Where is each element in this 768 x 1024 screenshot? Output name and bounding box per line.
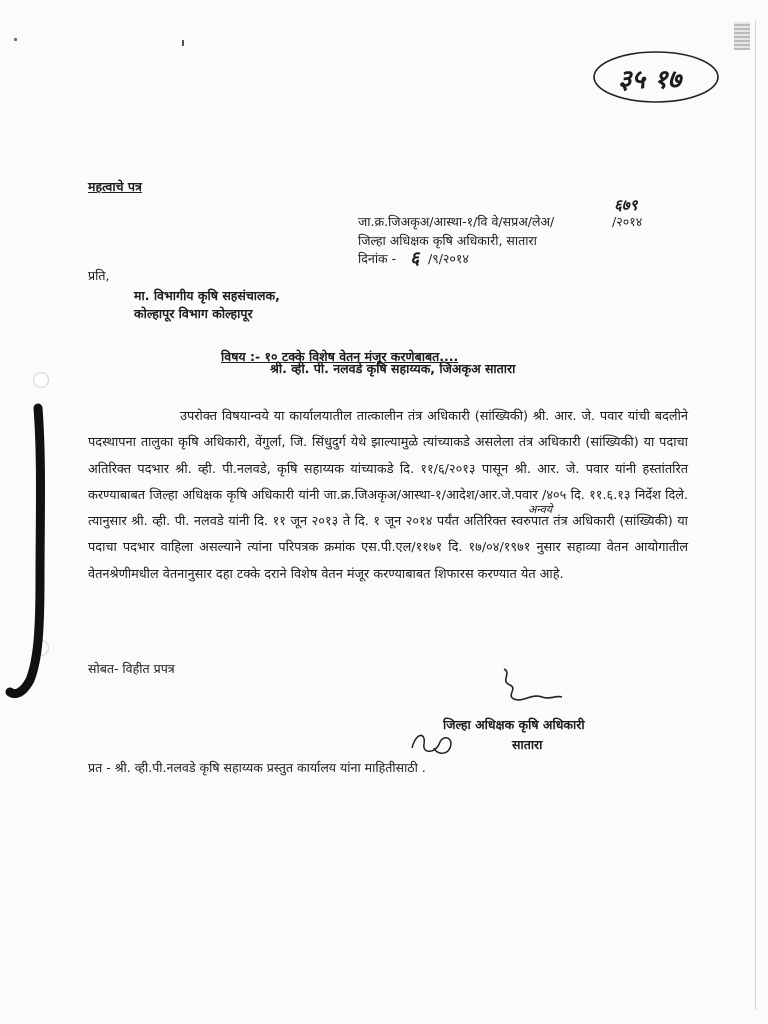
initials-scribble (406, 728, 466, 758)
copy-to-line: प्रत - श्री. व्ही.पी.नलवडे कृषि सहाय्यक प्रस्तुत कार्यालय यांना माहितीसाठी . (88, 760, 426, 775)
date-rest: /९/२०१४ (428, 251, 469, 266)
reference-year: /२०१४ (612, 214, 643, 229)
subject-line-2: श्री. व्ही. पी. नलवडे कृषि सहाय्यक, जिअकृअ सातारा (270, 361, 516, 376)
binding-thread (0, 400, 60, 720)
enclosure-note: सोबत- विहीत प्रपत्र (88, 661, 175, 676)
addressee-line-1: मा. विभागीय कृषि सहसंचालक, (134, 288, 280, 303)
prati-label: प्रति, (88, 268, 110, 283)
stamp-number: ३५ १७ (618, 65, 682, 95)
addressee-line-2: कोल्हापूर विभाग कोल्हापूर (134, 306, 253, 321)
signatory-place: सातारा (512, 737, 543, 752)
date-day: ६ (410, 248, 420, 269)
handwritten-insert: अन्वये (528, 503, 553, 516)
reference-number: जा.क्र.जिअकृअ/आस्था-१/वि वे/सप्रअ/लेअ/ (358, 214, 555, 229)
scan-edge-line (755, 20, 756, 1010)
signatory-title: जिल्हा अधिक्षक कृषि अधिकारी (443, 717, 585, 732)
signature-scribble (496, 663, 566, 713)
scan-corner-mark (734, 22, 750, 50)
subject-text: विषय :- १० टक्के विशेष वेतन मंजूर करणेबाबत.... (221, 349, 459, 364)
office-name: जिल्हा अधिक्षक कृषि अधिकारी, सातारा (358, 233, 537, 248)
important-letter-label: महत्वाचे पत्र (88, 179, 142, 194)
outward-number: ६७९ (614, 196, 638, 214)
scan-speck-2 (14, 38, 17, 41)
date-label: दिनांक - (358, 251, 397, 266)
punch-hole-top (33, 372, 49, 388)
scan-speck (182, 40, 184, 46)
body-text: उपरोक्त विषयान्वये या कार्यालयातील तात्कालीन तंत्र अधिकारी (सांख्यिकी) श्री. आर. जे. पवार यांची बदलीने पदस्थापना तालुका कृषि अधिकारी, वेंगुर्ला, जि. सिंधुदुर्ग येथे झाल्यामुळे त्यांच्याकडे असलेला तंत्र अधिकारी (सांख्यिकी) या पदाचा अतिरिक्त पदभार श्री. व्ही. पी.नलवडे, कृषि सहाय्यक यांच्याकडे दि. ११/६/२०१३ पासून श्री. आर. जे. पवार यांनी हस्तांतरित करण्याबाबत जिल्हा अधिक्षक कृषि अधिकारी यांनी जा.क्र.जिअकृअ/आस्था-१/आदेश/आर.जे.पवार /४०५ दि. ११.६.१३ निर्देश दिले. त्यानुसार श्री. व्ही. पी. नलवडे यांनी दि. ११ जून २०१३ ते दि. १ जून २०१४ पर्यंत अतिरिक्त स्वरुपात तंत्र अधिकारी (सांख्यिकी) या पदाचा पदभार वाहिला असल्याने त्यांना परिपत्रक क्रमांक एस.पी.एल/११७१ दि. १७/०४/१९७१ नुसार सहाव्या वेतन आयोगातील वेतनश्रेणीमधील वेतनानुसार दहा टक्के दराने विशेष वेतन मंजूर करण्याबाबत शिफारस करण्यात येत आहे. (88, 409, 688, 582)
body-paragraph (88, 404, 688, 588)
